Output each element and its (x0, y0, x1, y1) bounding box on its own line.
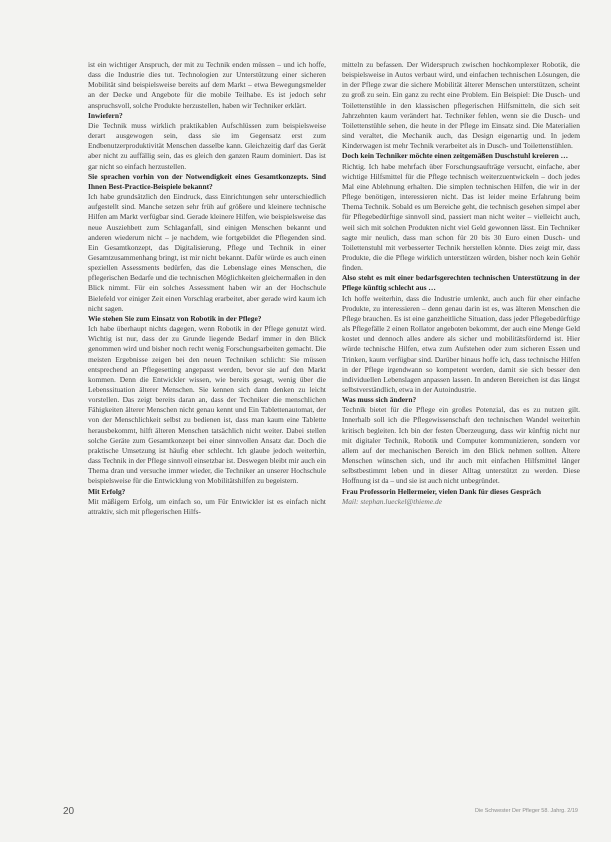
answer-paragraph: Technik bietet für die Pflege ein großes Potenzial, das es zu nutzen gilt. Innerhalb soll ich die Pflegewissenschaft den technischen Wandel weiterhin kritisch begleiten. Ich bin der festen Überzeugung, dass wir künftig nicht nur mit digitaler Technik, Robotik und Computer kommunizieren, sondern vor allem auf der mechanischen Bereich im den Blick nehmen sollten. Ältere Menschen wünschen sich, und ihr auch mit einfachen Hilfsmittel länger selbstbestimmt leben und in dieser Alltag unterstützt zu werden. Diese Hoffnung ist da – und sie ist auch nicht unbegründet. (342, 405, 580, 486)
interview-question: Sie sprachen vorhin von der Notwendigkeit eines Gesamtkonzepts. Sind Ihnen Best-Practice-Beispiele bekannt? (88, 171, 326, 191)
answer-paragraph: mitteln zu befassen. Der Widerspruch zwischen hochkomplexer Robotik, die beispielsweise in Autos verbaut wird, und einfachen technischen Lösungen, die in der Pflege zwar die sichere Mobilität älterer Menschen unterstützen, scheint zu groß zu sein. Ein ganz zu recht eine Problem. Ein Beispiel: Die Dusch- und Toilettenstühle in den klassischen pflegerischen Hilfsmitteln, die sich seit Jahrzehnten kaum verändert hat. Techniker fehlen, wenn sie die Dusch- und Toilettenstühle sehen, die heute in der Pflege im Einsatz sind. Die Materialien sind veraltet, die Mechanik auch, das Design eigenartig und. In jedem Kinderwagen ist mehr Technik verarbeitet als in Dusch- und Toilettenstühlen. (342, 60, 580, 151)
interview-question: Inwiefern? (88, 110, 123, 120)
left-text-column (88, 60, 326, 517)
answer-paragraph: ist ein wichtiger Anspruch, der mit zu Technik enden müssen – und ich hoffe, dass die Industrie dies tut. Technologien zur Unterstützung einer sicheren Mobilität sind beispielsweise bereits auf dem Markt – etwa Bewegungsmelder an der Decke und Angebote für die mobile Teilhabe. Es ist jedoch sehr anspruchsvoll, solche Produkte herzustellen, haben wir Techniker erklärt. (88, 60, 326, 110)
interview-question: Wie stehen Sie zum Einsatz von Robotik in der Pflege? (88, 313, 262, 323)
interview-question: Was muss sich ändern? (342, 395, 417, 405)
answer-paragraph: Ich habe grundsätzlich den Eindruck, dass Einrichtungen sehr unterschiedlich aufgestellt sind. Manche setzen sehr früh auf größere und kleinere technische Hilfen am Markt verfügbar sind. Gerade kleinere Hilfen, wie beispielsweise das neue Ausziehbett zum Schlaganfall, sind einigen Menschen bekannt und anderen wiederum nicht – je nachdem, wie fortgebildet die Pflegenden sind. Ein Gesamtkonzept, das Digitalisierung, Pflege und Technik in einer Gesamtzusammenhang bringt, ist mir nicht bekannt. Dafür würde es auch einen speziellen Assessments bedürfen, das die Lebenslage eines Menschen, die pflegerischen Bedarfe und die technischen Möglichkeiten gleichermaßen in den Blick nimmt. Für ein solches Assessment haben wir an der Hochschule Bielefeld vor einiger Zeit einen Vorschlag erarbeitet, aber gerade wird kaum ich nicht sagen. (88, 192, 326, 313)
answer-paragraph: Ich hoffe weiterhin, dass die Industrie umlenkt, auch auch für eher einfache Produkte, zu interessieren – denn genau darin ist es, was älteren Menschen die Pflege brauchen. Es ist eine ganzheitliche Situation, dass jeder Pflegebedürftige als Pflegefälle 2 einen Rollator angeboten bekommt, der auch eine Menge Geld kostet und dennoch alles andere als sicher und mobilitätsfördernd ist. Hier würde technische Hilfen, etwa zum Aufstehen oder zum sicheren Essen und Trinken, kaum verfügbar sind. Darüber hinaus hoffe ich, dass technische Hilfen in der Pflege irgendwann so kompetent werden, damit sie sich besser den individuellen Lebenslagen anpassen lassen. In anderen Bereichen ist das längst selbstverständlich, etwa in der Autoindustrie. (342, 293, 580, 394)
answer-paragraph: Richtig. Ich habe mehrfach über Forschungsaufträge versucht, einfache, aber wichtige Hilfsmittel für die Pflege technisch weiterzuentwickeln – doch jedes Mal eine Ablehnung erhalten. Die simplen technischen Hilfen, die wir in der Pflege benötigen, interessieren nicht. Das ist leider meine Erfahrung beim Thema Technik. Sobald es um Bereiche geht, die technisch gesehen simpel aber für Pflegebedürftige sinnvoll sind, passiert man nicht weiter – vielleicht auch, weil sich mit solchen Produkten nicht viel Geld gewonnen lässt. Ein Techniker sagte mir neulich, dass man schon für 20 bis 30 Euro einen Dusch- und Toilettenstuhl mit verbesserter Technik herstellen könnte. Dies zeigt mir, dass Produkte, die die Pflege wirklich unterstützen würden, bisher noch kein Gehör finden. (342, 161, 580, 273)
answer-paragraph: Mit mäßigem Erfolg, um einfach so, um Für Entwickler ist es einfach nicht attraktiv, sich mit pflegerischen Hilfs- (88, 496, 326, 516)
author-email: Mail: stephan.lueckel@thieme.de (342, 496, 442, 506)
interview-question: Mit Erfolg? (88, 486, 126, 496)
right-text-column (342, 60, 580, 507)
journal-footer: Die Schwester Der Pfleger 58. Jahrg. 2/19 (474, 808, 578, 814)
answer-paragraph: Ich habe überhaupt nichts dagegen, wenn Robotik in der Pflege genutzt wird. Wichtig ist nur, dass der zu Grunde liegende Bedarf immer in den Blick genommen wird und bisher noch recht wenig Forschungsarbeiten gemacht. Die meisten Ergebnisse zeigen bei den neuen Techniken schlicht: Sie müssen entsprechend an Pflegesetting angepasst werden, bevor sie auf den Markt kommen. Denn die Entwickler wissen, wie bereits gesagt, wenig über die Lebenssituation älterer Menschen. Sie kennen sich dann denken zu leicht vorstellen. Das zeigt bereits daran an, dass der Techniker die menschlichen Fähigkeiten älterer Menschen nicht genau kennt und Ein Tablettenautomat, der von der Menschlichkeit selbst zu bedienen ist, dass man kaum eine Tablette herausbekommt, hilft älteren Menschen tatsächlich nicht weiter. Dabei stellen solche Geräte zum Gesamtkonzept bei einer sinnvollen Ansatz dar. Doch die praktische Umsetzung ist häufig eher schlecht. Ich glaube jedoch weiterhin, dass Technik in der Pflege sinnvoll einsetzbar ist. Deswegen bleibt mir auch ein Thema dran und versuche immer wieder, die Techniker an unserer Hochschule beispielsweise für die Entwicklung von Mobilitätshilfen zu begeistern. (88, 324, 326, 486)
answer-paragraph: Die Technik muss wirklich praktikablen Aufschlüssen zum beispielsweise derart ausgewogen sein, dass sie im Gegensatz erst zum Endbenutzerproduktivität Menschen dasselbe kann. Gleichzeitig darf das Gerät aber nicht zu auffällig sein, das es gleich den ganzen Raum dominiert. Das ist gar nicht so einfach herzustellen. (88, 120, 326, 171)
interview-question: Doch kein Techniker möchte einen zeitgemäßen Duschstuhl kreieren … (342, 151, 569, 161)
page-number: 20 (63, 806, 75, 817)
interview-question: Frau Professorin Hellermeier, vielen Dank für dieses Gespräch (342, 486, 541, 496)
interview-question: Also steht es mit einer bedarfsgerechten technischen Unterstützung in der Pflege künftig schlecht aus … (342, 273, 580, 293)
